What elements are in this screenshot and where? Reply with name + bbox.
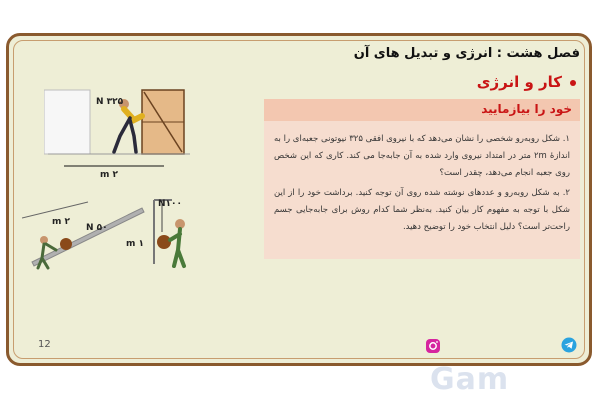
ramp-length-label: m ۲ (52, 217, 71, 227)
exercise-question-1: ۱. شکل روبه‌رو شخصی را نشان می‌دهد که با نیروی افقی ۳۲۵ نیوتونی جعبه‌ای را به اندازهٔ ۲m متر در امتداد نیروی وارد شده به آن جابه‌جا می کند. کاری که این شخص روی جعبه انجام می‌دهد، چقدر است؟ (274, 134, 570, 178)
person-body (124, 109, 142, 120)
wall-block (44, 90, 90, 154)
bullet-icon (570, 80, 576, 86)
exercise-box (264, 99, 580, 259)
instagram-icon[interactable] (425, 338, 441, 354)
lifted-barrel (157, 235, 171, 249)
watermark-logo: Gam (430, 362, 510, 397)
chapter-title: فصل هشت : انرژی و تبدیل های آن (353, 46, 580, 61)
lift-height-label: m ۱ (126, 239, 145, 249)
push-box-illustration (44, 84, 194, 180)
ramp-force-label: N ۵۰ (86, 223, 108, 233)
barrel (60, 238, 72, 250)
lift-force-label: N۱۰۰ (158, 199, 183, 209)
section-heading (477, 73, 576, 91)
telegram-icon[interactable] (561, 337, 577, 353)
distance-label: m ۲ (100, 170, 119, 180)
section-heading-text: کار و انرژی (476, 73, 562, 91)
page-number: 12 (38, 339, 51, 350)
exercise-box-header (264, 99, 580, 121)
exercise-question-2: ۲. به شکل روبه‌رو و عددهای نوشته شده روی آن توجه کنید. برداشت خود را از این شکل با توجه به مفهوم کار بیان کنید. به‌نظر شما کدام روش برای جابه‌جایی جسم راحت‌تر است؟ دلیل انتخاب خود را توضیح دهید. (274, 188, 570, 232)
exercise-box-title: خود را بیازمایید (481, 102, 572, 116)
lift-illustration (124, 194, 204, 270)
force-label: N ۳۲۵ (96, 97, 124, 107)
